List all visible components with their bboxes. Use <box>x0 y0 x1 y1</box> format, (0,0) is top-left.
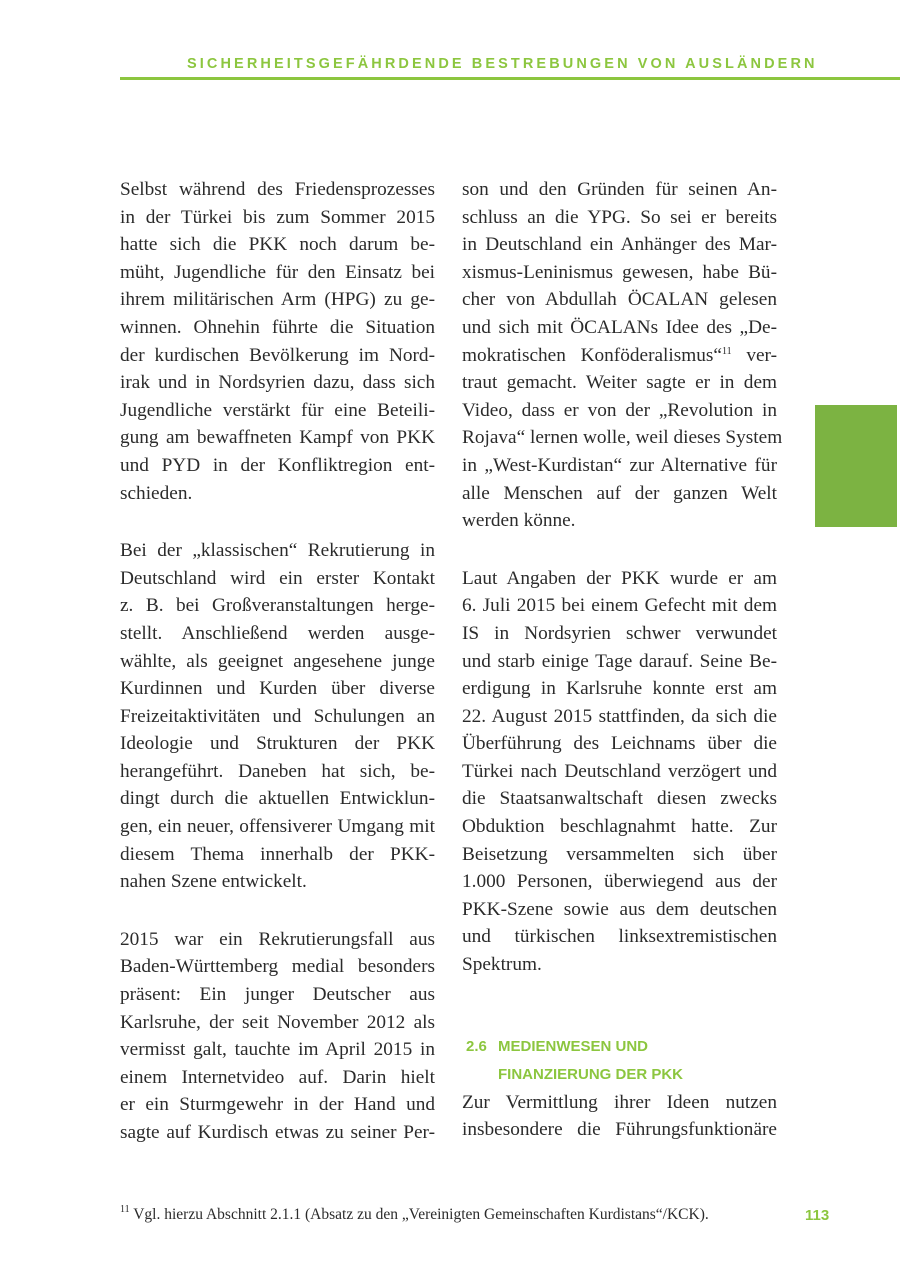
text-line: PKK-Szene sowie aus dem deutschen <box>462 898 777 920</box>
text-line: Freizeitaktivitäten und Schulungen an <box>120 705 435 727</box>
paragraph <box>120 926 435 1147</box>
text-line: und türkischen linksextremistischen <box>462 926 777 948</box>
text-line: erdigung in Karlsruhe konnte erst am <box>462 678 777 700</box>
footnote-ref[interactable]: 11 <box>721 345 732 357</box>
text-line: sagte auf Kurdisch etwas zu seiner Per- <box>120 1122 435 1143</box>
section-heading: 2.6 MEDIENWESEN UND FINANZIERUNG DER PKK <box>466 1037 684 1083</box>
chapter-tab-marker <box>815 405 897 527</box>
text-line: 22. August 2015 stattfinden, da sich die <box>462 705 777 727</box>
text-line: und starb einige Tage darauf. Seine Be- <box>462 650 777 672</box>
text-line: Baden-Württemberg medial besonders <box>120 956 435 978</box>
right-column <box>462 176 783 1144</box>
text-line: präsent: Ein junger Deutscher aus <box>120 984 435 1006</box>
text-line: Obduktion beschlagnahmt hatte. Zur <box>462 816 777 838</box>
text-line: Türkei nach Deutschland verzögert und <box>462 760 777 782</box>
paragraph: son und den Gründen für seinen An- schluss an die YPG. So sei er bereits in Deutschland ein Anhänger des Mar- xismus-Leninismus gewesen, habe Bü- cher von Abdullah ÖCALAN gelesen und sich mit ÖCALANs Idee des „De- mokratischen Konföderalismus“$^{11}$ ver- traut gemacht. Weiter sagte er in dem Video, dass er von der „Revolution in Rojava“ lernen wolle, weil dieses System in „West-Kurdistan“ zur Alternative für alle Menschen auf der ganzen Welt werden könne. <box>462 179 783 532</box>
text-line: irak und in Nordsyrien dazu, dass sich <box>120 372 435 394</box>
text-line: er ein Sturmgewehr in der Hand und <box>120 1094 435 1116</box>
text-line: wählte, als geeignet angesehene junge <box>120 650 435 672</box>
text-line: Beisetzung versammelten sich über <box>462 843 777 865</box>
text-line: müht, Jugendliche für den Einsatz bei <box>120 261 435 283</box>
text-line: ihrem militärischen Arm (HPG) zu ge- <box>120 289 435 311</box>
text-line: Zur Vermittlung ihrer Ideen nutzen <box>462 1091 777 1113</box>
text-line: gen, ein neuer, offensiverer Umgang mit <box>120 816 435 838</box>
text-line: herangeführt. Daneben hat sich, be- <box>120 760 435 782</box>
text-line: vermisst galt, tauchte im April 2015 in <box>120 1039 435 1061</box>
text-line: gung am bewaffneten Kampf von PKK <box>120 427 435 449</box>
text-line: Bei der „klassischen“ Rekrutierung in <box>120 540 435 562</box>
text-line: Laut Angaben der PKK wurde er am <box>462 567 777 589</box>
text-line: Ideologie und Strukturen der PKK <box>120 733 435 755</box>
text-line: Kurdinnen und Kurden über diverse <box>120 678 435 700</box>
text-line: der kurdischen Bevölkerung im Nord- <box>120 344 435 366</box>
page-number: 113 <box>805 1207 830 1224</box>
text-line: insbesondere die Führungsfunktionäre <box>462 1119 777 1141</box>
text-line: die Staatsanwaltschaft diesen zwecks <box>462 788 777 810</box>
text-line: stellt. Anschließend werden ausge- <box>120 622 435 644</box>
text-line: 2015 war ein Rekrutierungsfall aus <box>120 928 435 950</box>
text-line: einem Internetvideo auf. Darin hielt <box>120 1066 435 1088</box>
text-line: Deutschland wird ein erster Kontakt <box>120 567 435 589</box>
text-line: diesem Thema innerhalb der PKK- <box>120 843 435 865</box>
running-title: SICHERHEITSGEFÄHRDENDE BESTREBUNGEN VON AUSLÄNDERN <box>187 56 818 72</box>
paragraph <box>120 176 435 507</box>
text-line: IS in Nordsyrien schwer verwundet <box>462 622 777 644</box>
text-line: 1.000 Personen, überwiegend aus der <box>462 871 777 893</box>
text-line: schieden. <box>120 482 193 504</box>
text-line: hatte sich die PKK noch darum be- <box>120 234 435 256</box>
paragraph <box>462 565 777 979</box>
text-line: Überführung des Leichnams über die <box>462 733 777 755</box>
text-line: Karlsruhe, der seit November 2012 als <box>120 1011 435 1033</box>
text-line: 6. Juli 2015 bei einem Gefecht mit dem <box>462 595 777 617</box>
text-line: Spektrum. <box>462 954 542 976</box>
text-line: in der Türkei bis zum Sommer 2015 <box>120 206 435 228</box>
paragraph <box>462 1089 777 1144</box>
text-line: dingt durch die aktuellen Entwicklun- <box>120 788 435 810</box>
text-line: Selbst während des Friedensprozesses <box>120 179 435 200</box>
text-line: nahen Szene entwickelt. <box>120 871 307 893</box>
paragraph <box>120 537 435 896</box>
footnote: $^{11}$ Vgl. hierzu Abschnitt 2.1.1 (Absatz zu den „Vereinigten Gemeinschaften Kurdistans“/KCK). <box>120 1204 709 1223</box>
text-line: und PYD in der Konfliktregion ent- <box>120 454 435 476</box>
text-line: z. B. bei Großveranstaltungen herge- <box>120 595 435 617</box>
text-line: Jugendliche verstärkt für eine Beteili- <box>120 399 435 421</box>
text-line: winnen. Ohnehin führte die Situation <box>120 316 435 338</box>
header-rule <box>120 77 900 80</box>
left-column <box>120 176 435 1177</box>
